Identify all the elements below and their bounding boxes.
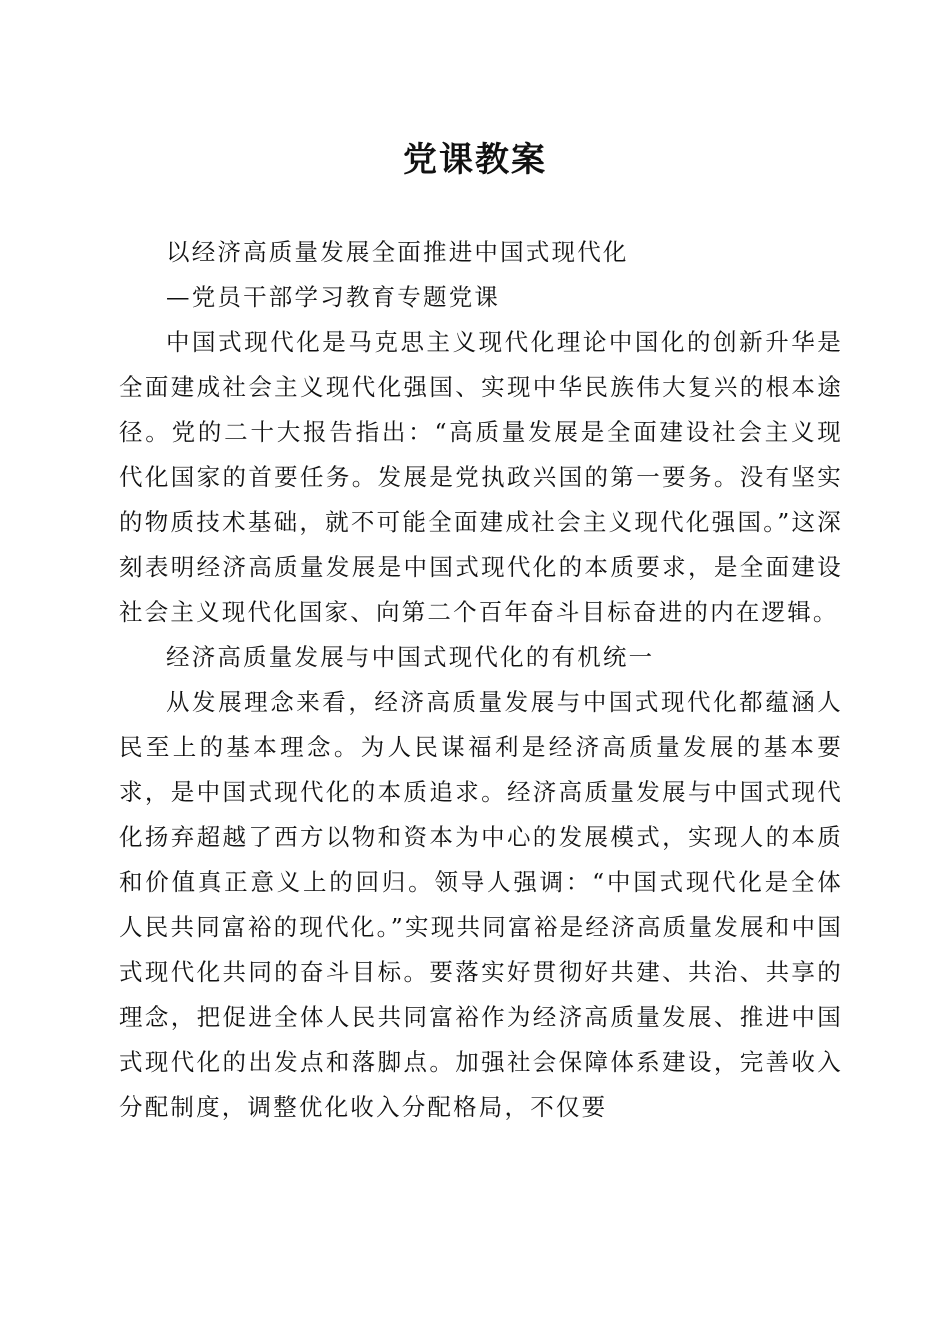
section-heading: 经济高质量发展与中国式现代化的有机统一 [166,643,655,671]
lesson-subtitle: —党员干部学习教育专题党课 [166,283,501,311]
document-body [119,230,843,1130]
paragraph-development-concept: 从发展理念来看，经济高质量发展与中国式现代化都蕴涵人民至上的基本理念。为人民谋福利是经济高质量发展的基本要求，是中国式现代化的本质追求。经济高质量发展与中国式现代化扬弃超越了西方以物和资本为中心的发展模式，实现人的本质和价值真正意义上的回归。领导人强调：“中国式现代化是全体人民共同富裕的现代化。”实现共同富裕是经济高质量发展和中国式现代化共同的奋斗目标。要落实好贯彻好共建、共治、共享的理念，把促进全体人民共同富裕作为经济高质量发展、推进中国式现代化的出发点和落脚点。加强社会保障体系建设，完善收入分配制度，调整优化收入分配格局，不仅要 [119,688,843,1121]
lesson-title: 以经济高质量发展全面推进中国式现代化 [166,238,629,266]
document-title: 党课教案 [403,140,547,180]
paragraph-intro: 中国式现代化是马克思主义现代化理论中国化的创新升华是全面建成社会主义现代化强国、实现中华民族伟大复兴的根本途径。党的二十大报告指出：“高质量发展是全面建设社会主义现代化国家的首要任务。发展是党执政兴国的第一要务。没有坚实的物质技术基础，就不可能全面建成社会主义现代化强国。”这深刻表明经济高质量发展是中国式现代化的本质要求，是全面建设社会主义现代化国家、向第二个百年奋斗目标奋进的内在逻辑。 [119,328,843,626]
